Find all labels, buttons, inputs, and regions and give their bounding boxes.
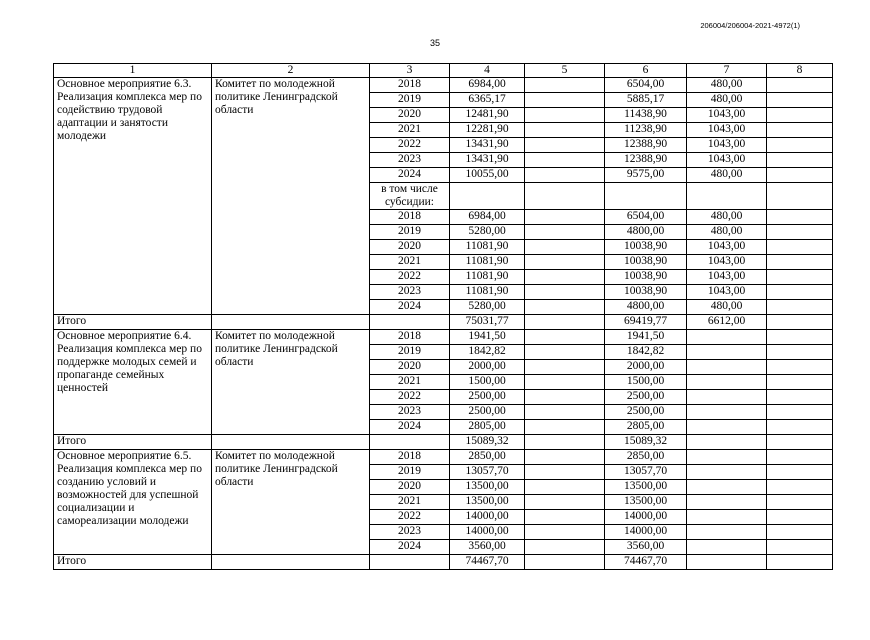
column-6-value: 2500,00 <box>605 390 687 405</box>
empty-cell <box>525 183 605 210</box>
column-8-value <box>767 555 833 570</box>
column-6-value: 6504,00 <box>605 210 687 225</box>
year-cell: 2022 <box>370 510 450 525</box>
executor-name: Комитет по молодежной политике Ленинградской области <box>212 78 370 315</box>
column-5-value <box>525 480 605 495</box>
year-cell: 2019 <box>370 225 450 240</box>
column-5-value <box>525 93 605 108</box>
column-8-value <box>767 300 833 315</box>
table-row <box>54 450 833 465</box>
column-5-value <box>525 420 605 435</box>
column-7-value <box>687 540 767 555</box>
total-value: 14000,00 <box>450 525 525 540</box>
total-label: Итого <box>54 315 212 330</box>
column-5-value <box>525 405 605 420</box>
column-6-value: 12388,90 <box>605 138 687 153</box>
executor-name: Комитет по молодежной политике Ленинградской области <box>212 330 370 435</box>
column-6-value: 1500,00 <box>605 375 687 390</box>
column-5-value <box>525 255 605 270</box>
year-cell: 2022 <box>370 270 450 285</box>
column-5-value <box>525 123 605 138</box>
column-7-value <box>687 435 767 450</box>
empty-cell <box>687 183 767 210</box>
total-row <box>54 435 833 450</box>
year-cell: 2019 <box>370 465 450 480</box>
column-7-value: 6612,00 <box>687 315 767 330</box>
column-8-value <box>767 345 833 360</box>
column-5-value <box>525 465 605 480</box>
page-number: 35 <box>429 38 440 48</box>
column-8-value <box>767 420 833 435</box>
column-7-value: 1043,00 <box>687 270 767 285</box>
column-6-value: 9575,00 <box>605 168 687 183</box>
year-cell: 2023 <box>370 525 450 540</box>
column-6-value: 11238,90 <box>605 123 687 138</box>
total-label: Итого <box>54 555 212 570</box>
total-value: 13431,90 <box>450 138 525 153</box>
column-7-value <box>687 510 767 525</box>
column-5-value <box>525 375 605 390</box>
column-header: 8 <box>767 64 833 78</box>
column-7-value: 1043,00 <box>687 108 767 123</box>
column-8-value <box>767 270 833 285</box>
column-5-value <box>525 435 605 450</box>
column-8-value <box>767 525 833 540</box>
column-7-value: 1043,00 <box>687 285 767 300</box>
column-8-value <box>767 210 833 225</box>
column-5-value <box>525 345 605 360</box>
total-value: 2500,00 <box>450 390 525 405</box>
column-5-value <box>525 270 605 285</box>
total-value: 13500,00 <box>450 480 525 495</box>
year-cell: 2018 <box>370 330 450 345</box>
activity-name: Основное мероприятие 6.4. Реализация комплекса мер по поддержке молодых семей и пропаганде семейных ценностей <box>54 330 212 435</box>
column-8-value <box>767 78 833 93</box>
column-8-value <box>767 450 833 465</box>
executor-name: Комитет по молодежной политике Ленинградской области <box>212 450 370 555</box>
year-cell: 2018 <box>370 78 450 93</box>
column-7-value <box>687 480 767 495</box>
column-8-value <box>767 123 833 138</box>
column-6-value: 14000,00 <box>605 525 687 540</box>
column-5-value <box>525 225 605 240</box>
year-cell: 2020 <box>370 108 450 123</box>
column-5-value <box>525 525 605 540</box>
column-8-value <box>767 510 833 525</box>
column-5-value <box>525 330 605 345</box>
column-6-value: 12388,90 <box>605 153 687 168</box>
total-value: 13057,70 <box>450 465 525 480</box>
total-value: 11081,90 <box>450 255 525 270</box>
column-7-value: 1043,00 <box>687 123 767 138</box>
total-value: 13431,90 <box>450 153 525 168</box>
column-6-value: 14000,00 <box>605 510 687 525</box>
empty-cell <box>212 435 370 450</box>
activity-name: Основное мероприятие 6.5. Реализация комплекса мер по созданию условий и возможностей для успешной социализации и самореализации молодежи <box>54 450 212 555</box>
total-value: 5280,00 <box>450 300 525 315</box>
total-value: 2500,00 <box>450 405 525 420</box>
total-value: 11081,90 <box>450 240 525 255</box>
year-cell: 2023 <box>370 405 450 420</box>
column-5-value <box>525 300 605 315</box>
empty-cell <box>212 315 370 330</box>
year-cell: 2024 <box>370 540 450 555</box>
column-7-value: 1043,00 <box>687 240 767 255</box>
column-6-value: 6504,00 <box>605 78 687 93</box>
column-8-value <box>767 108 833 123</box>
year-cell: 2021 <box>370 375 450 390</box>
column-7-value <box>687 405 767 420</box>
total-value: 13500,00 <box>450 495 525 510</box>
empty-cell <box>370 555 450 570</box>
column-6-value: 2805,00 <box>605 420 687 435</box>
column-6-value: 4800,00 <box>605 225 687 240</box>
year-cell: 2018 <box>370 210 450 225</box>
year-cell: 2024 <box>370 168 450 183</box>
column-8-value <box>767 405 833 420</box>
column-7-value <box>687 450 767 465</box>
column-5-value <box>525 138 605 153</box>
empty-cell <box>370 435 450 450</box>
column-header: 5 <box>525 64 605 78</box>
column-6-value: 1941,50 <box>605 330 687 345</box>
column-6-value: 13500,00 <box>605 495 687 510</box>
total-value: 11081,90 <box>450 285 525 300</box>
column-8-value <box>767 330 833 345</box>
column-6-value: 11438,90 <box>605 108 687 123</box>
column-7-value: 1043,00 <box>687 153 767 168</box>
subsidy-label: в том числе субсидии: <box>370 183 450 210</box>
total-value: 1842,82 <box>450 345 525 360</box>
year-cell: 2020 <box>370 480 450 495</box>
column-5-value <box>525 153 605 168</box>
column-6-value: 10038,90 <box>605 285 687 300</box>
funding-table <box>53 63 833 570</box>
column-6-value: 74467,70 <box>605 555 687 570</box>
column-8-value <box>767 138 833 153</box>
column-6-value: 2850,00 <box>605 450 687 465</box>
column-6-value: 2000,00 <box>605 360 687 375</box>
column-5-value <box>525 240 605 255</box>
year-cell: 2019 <box>370 93 450 108</box>
year-cell: 2021 <box>370 123 450 138</box>
column-8-value <box>767 240 833 255</box>
column-8-value <box>767 285 833 300</box>
year-cell: 2022 <box>370 138 450 153</box>
year-cell: 2018 <box>370 450 450 465</box>
column-number-row <box>54 64 833 78</box>
total-value: 6984,00 <box>450 210 525 225</box>
total-value: 2805,00 <box>450 420 525 435</box>
column-6-value: 5885,17 <box>605 93 687 108</box>
year-cell: 2021 <box>370 495 450 510</box>
total-value: 2000,00 <box>450 360 525 375</box>
column-7-value <box>687 495 767 510</box>
total-value: 11081,90 <box>450 270 525 285</box>
column-8-value <box>767 375 833 390</box>
column-8-value <box>767 360 833 375</box>
document-id: 206004/206004-2021-4972(1) <box>700 21 800 30</box>
table-row <box>54 330 833 345</box>
column-6-value: 3560,00 <box>605 540 687 555</box>
column-7-value <box>687 390 767 405</box>
column-5-value <box>525 390 605 405</box>
year-cell: 2020 <box>370 360 450 375</box>
column-5-value <box>525 540 605 555</box>
total-value: 2850,00 <box>450 450 525 465</box>
column-8-value <box>767 315 833 330</box>
empty-cell <box>605 183 687 210</box>
column-7-value: 480,00 <box>687 210 767 225</box>
total-value: 6984,00 <box>450 78 525 93</box>
column-8-value <box>767 390 833 405</box>
activity-name: Основное мероприятие 6.3. Реализация комплекса мер по содействию трудовой адаптации и занятости молодежи <box>54 78 212 315</box>
column-7-value <box>687 420 767 435</box>
total-value: 6365,17 <box>450 93 525 108</box>
column-6-value: 1842,82 <box>605 345 687 360</box>
year-cell: 2023 <box>370 153 450 168</box>
column-6-value: 13500,00 <box>605 480 687 495</box>
column-8-value <box>767 153 833 168</box>
column-6-value: 15089,32 <box>605 435 687 450</box>
column-8-value <box>767 480 833 495</box>
column-7-value: 1043,00 <box>687 255 767 270</box>
column-8-value <box>767 540 833 555</box>
empty-cell <box>212 555 370 570</box>
column-header: 1 <box>54 64 212 78</box>
column-5-value <box>525 285 605 300</box>
empty-cell <box>767 183 833 210</box>
column-7-value: 480,00 <box>687 225 767 240</box>
column-7-value: 480,00 <box>687 78 767 93</box>
column-8-value <box>767 168 833 183</box>
column-8-value <box>767 435 833 450</box>
column-5-value <box>525 450 605 465</box>
column-6-value: 13057,70 <box>605 465 687 480</box>
column-7-value <box>687 330 767 345</box>
column-5-value <box>525 555 605 570</box>
column-8-value <box>767 225 833 240</box>
total-value: 1941,50 <box>450 330 525 345</box>
total-value: 14000,00 <box>450 510 525 525</box>
column-6-value: 4800,00 <box>605 300 687 315</box>
column-7-value: 1043,00 <box>687 138 767 153</box>
column-7-value <box>687 360 767 375</box>
column-7-value <box>687 345 767 360</box>
column-6-value: 10038,90 <box>605 240 687 255</box>
column-5-value <box>525 495 605 510</box>
total-value: 10055,00 <box>450 168 525 183</box>
total-value: 74467,70 <box>450 555 525 570</box>
column-7-value <box>687 465 767 480</box>
column-8-value <box>767 495 833 510</box>
column-6-value: 2500,00 <box>605 405 687 420</box>
column-5-value <box>525 168 605 183</box>
year-cell: 2021 <box>370 255 450 270</box>
column-7-value: 480,00 <box>687 93 767 108</box>
column-7-value <box>687 375 767 390</box>
column-5-value <box>525 315 605 330</box>
column-8-value <box>767 93 833 108</box>
total-value: 3560,00 <box>450 540 525 555</box>
column-5-value <box>525 510 605 525</box>
column-7-value <box>687 525 767 540</box>
year-cell: 2024 <box>370 300 450 315</box>
column-6-value: 10038,90 <box>605 270 687 285</box>
total-row <box>54 315 833 330</box>
year-cell: 2022 <box>370 390 450 405</box>
year-cell: 2020 <box>370 240 450 255</box>
column-7-value: 480,00 <box>687 300 767 315</box>
column-5-value <box>525 210 605 225</box>
total-row <box>54 555 833 570</box>
column-5-value <box>525 78 605 93</box>
total-value: 5280,00 <box>450 225 525 240</box>
total-value: 75031,77 <box>450 315 525 330</box>
total-value: 12281,90 <box>450 123 525 138</box>
column-7-value: 480,00 <box>687 168 767 183</box>
column-header: 4 <box>450 64 525 78</box>
column-header: 2 <box>212 64 370 78</box>
column-8-value <box>767 255 833 270</box>
column-6-value: 10038,90 <box>605 255 687 270</box>
year-cell: 2019 <box>370 345 450 360</box>
year-cell: 2024 <box>370 420 450 435</box>
column-header: 6 <box>605 64 687 78</box>
year-cell: 2023 <box>370 285 450 300</box>
empty-cell <box>370 315 450 330</box>
empty-cell <box>450 183 525 210</box>
total-value: 1500,00 <box>450 375 525 390</box>
total-label: Итого <box>54 435 212 450</box>
column-5-value <box>525 108 605 123</box>
column-5-value <box>525 360 605 375</box>
column-6-value: 69419,77 <box>605 315 687 330</box>
total-value: 15089,32 <box>450 435 525 450</box>
total-value: 12481,90 <box>450 108 525 123</box>
column-header: 3 <box>370 64 450 78</box>
column-7-value <box>687 555 767 570</box>
column-header: 7 <box>687 64 767 78</box>
table-row <box>54 78 833 93</box>
column-8-value <box>767 465 833 480</box>
